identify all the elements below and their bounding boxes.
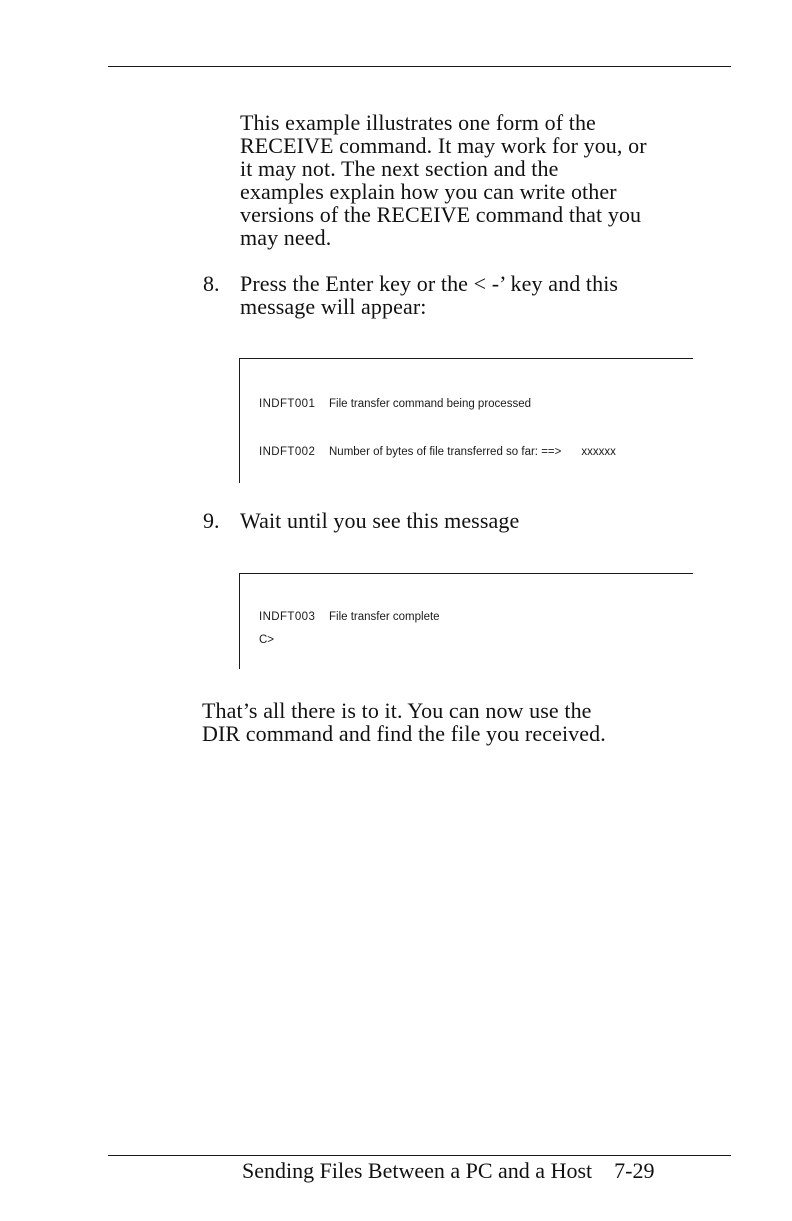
message-code: INDFT002	[259, 446, 316, 458]
step-8-line: message will appear:	[240, 294, 427, 319]
message-indft002	[259, 445, 616, 459]
footer-title: Sending Files Between a PC and a Host	[242, 1158, 593, 1183]
intro-line: RECEIVE command. It may work for you, or	[240, 133, 647, 158]
intro-line: versions of the RECEIVE command that you	[240, 202, 642, 227]
message-value: xxxxxx	[581, 446, 616, 458]
closing-paragraph	[202, 699, 606, 745]
closing-line: That’s all there is to it. You can now use the	[202, 698, 592, 723]
message-text: Number of bytes of file transferred so far: ==>	[329, 446, 562, 458]
intro-line: examples explain how you can write other	[240, 179, 617, 204]
screen-processing-messages	[239, 358, 693, 483]
step-8-line: Press the Enter key or the < -’ key and this	[240, 271, 619, 296]
page-footer	[242, 1158, 654, 1184]
message-indft003	[259, 610, 440, 624]
message-indft001	[259, 397, 531, 411]
intro-paragraph	[240, 111, 647, 249]
bottom-rule	[108, 1155, 731, 1156]
step-9-line: Wait until you see this message	[240, 508, 520, 533]
message-code: INDFT001	[259, 398, 316, 410]
screen-complete-message	[239, 573, 693, 669]
intro-line: it may not. The next section and the	[240, 156, 559, 181]
step-8-text	[240, 272, 618, 318]
message-text: File transfer complete	[329, 611, 440, 623]
closing-line: DIR command and find the file you received.	[202, 721, 606, 746]
top-rule	[108, 66, 731, 67]
page-number: 7-29	[614, 1158, 655, 1183]
intro-line: This example illustrates one form of the	[240, 110, 596, 135]
step-9-text	[240, 509, 519, 532]
dos-prompt: C>	[259, 634, 275, 646]
step-8-number: 8.	[203, 271, 220, 296]
intro-line: may need.	[240, 225, 332, 250]
message-code: INDFT003	[259, 611, 316, 623]
step-9-number: 9.	[203, 508, 220, 533]
message-text: File transfer command being processed	[329, 398, 531, 410]
